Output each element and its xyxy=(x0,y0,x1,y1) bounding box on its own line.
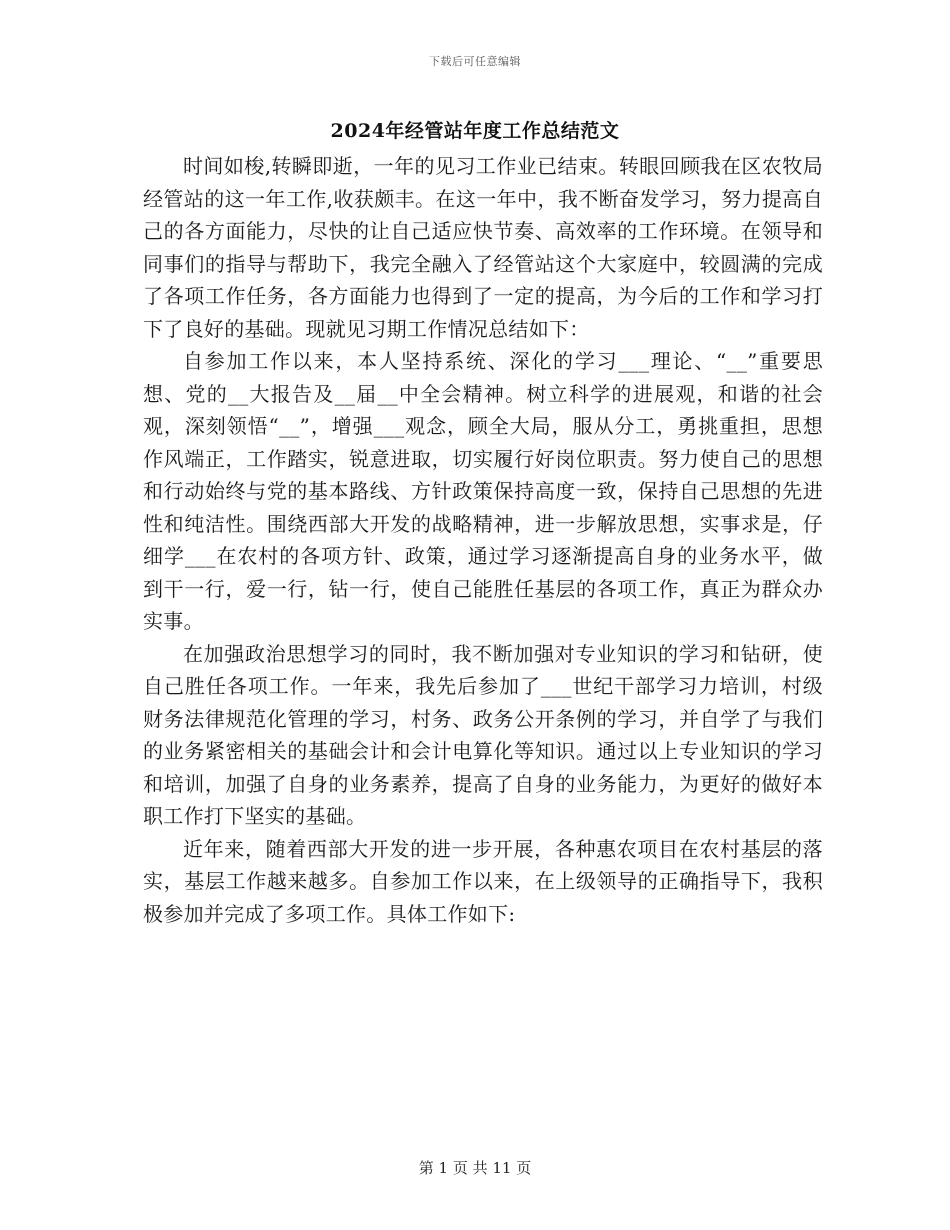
document-body xyxy=(143,150,823,930)
header-note: 下载后可任意编辑 xyxy=(429,55,521,68)
paragraph-4: 近年来，随着西部大开发的进一步开展，各种惠农项目在农村基层的落实，基层工作越来越多。自参加工作以来，在上级领导的正确指导下，我积极参加并完成了多项工作。具体工作如下: xyxy=(143,836,823,926)
paragraph-1: 时间如梭,转瞬即逝，一年的见习工作业已结束。转眼回顾我在区农牧局经管站的这一年工作,收获颇丰。在这一年中，我不断奋发学习，努力提高自己的各方面能力，尽快的让自己适应快节奏、高效率的工作环境。在领导和同事们的指导与帮助下，我完全融入了经管站这个大家庭中，较圆满的完成了各项工作任务，各方面能力也得到了一定的提高，为今后的工作和学习打下了良好的基础。现就见习期工作情况总结如下： xyxy=(143,154,823,341)
paragraph-2: 自参加工作以来，本人坚持系统、深化的学习___理论、“__”重要思想、党的__大报告及__届__中全会精神。树立科学的进展观，和谐的社会观，深刻领悟“__”，增强___观念，顾全大局，服从分工，勇挑重担，思想作风端正，工作踏实，锐意进取，切实履行好岗位职责。努力使自己的思想和行动始终与党的基本路线、方针政策保持高度一致，保持自己思想的先进性和纯洁性。围绕西部大开发的战略精神，进一步解放思想，实事求是，仔细学___在农村的各项方针、政策，通过学习逐渐提高自身的业务水平，做到干一行，爱一行，钻一行，使自己能胜任基层的各项工作，真正为群众办实事。 xyxy=(143,349,823,633)
page-number: 第 1 页 共 11 页 xyxy=(418,1159,532,1177)
paragraph-3: 在加强政治思想学习的同时，我不断加强对专业知识的学习和钻研，使自己胜任各项工作。一年来，我先后参加了___世纪干部学习力培训，村级财务法律规范化管理的学习，村务、政务公开条例的学习，并自学了与我们的业务紧密相关的基础会计和会计电算化等知识。通过以上专业知识的学习和培训，加强了自身的业务素养，提高了自身的业务能力，为更好的做好本职工作打下坚实的基础。 xyxy=(143,641,823,828)
document-title: 2024年经管站年度工作总结范文 xyxy=(330,120,620,142)
